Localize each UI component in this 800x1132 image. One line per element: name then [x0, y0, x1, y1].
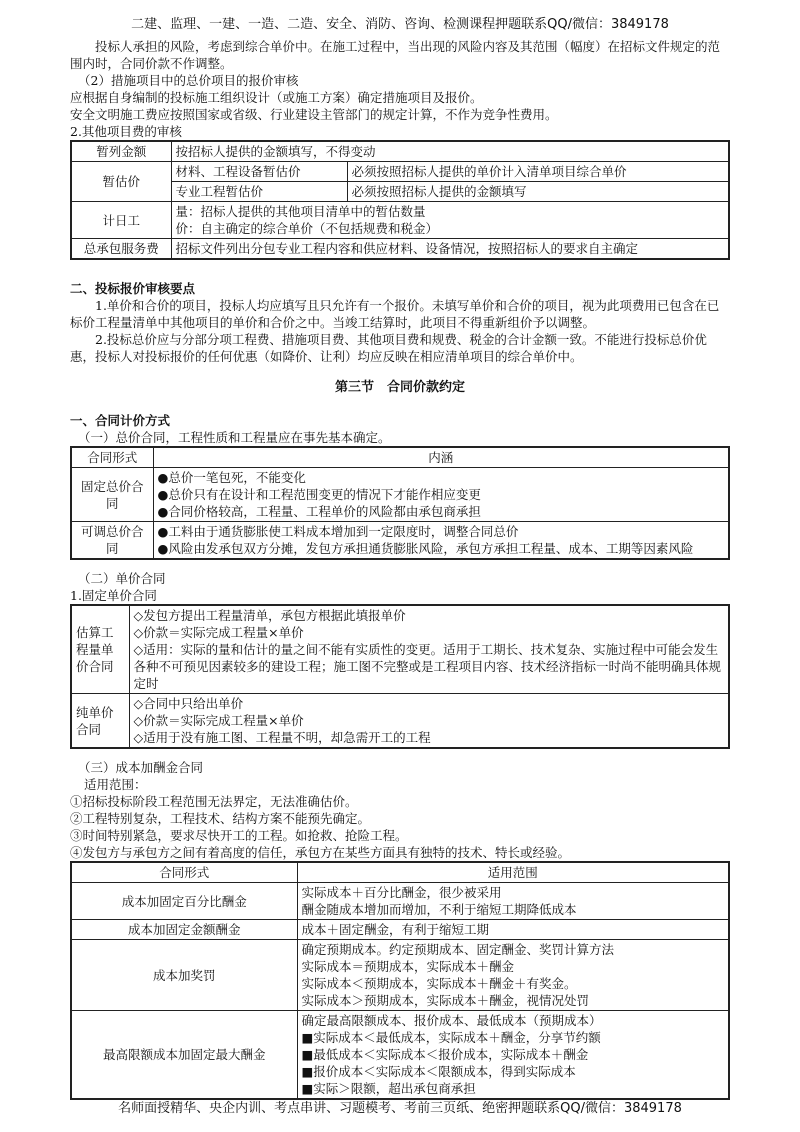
- table-cell: [297, 883, 729, 920]
- cell-line: ◇价款＝实际完成工程量×单价: [133, 625, 304, 640]
- document-body: [70, 38, 730, 1100]
- table-cell: 成本加固定金额酬金: [71, 920, 297, 940]
- scope-item-3: ③时间特别紧急，要求尽快开工的工程。如抢救、抢险工程。: [70, 828, 408, 843]
- table-header-row: [71, 447, 729, 468]
- table-cell: 必须按照招标人提供的单价计入清单项目综合单价: [347, 162, 729, 182]
- table-cell: 固定总价合同: [71, 468, 153, 522]
- cell-line: ◇合同中只给出单价: [133, 696, 244, 711]
- measures-heading: （2）措施项目中的总价项目的报价审核: [78, 73, 299, 88]
- unit-price-heading: （二）单价合同: [78, 571, 166, 586]
- cell-line: ◇适用：实际的量和估计的量之间不能有实质性的变更。适用于工期长、技术复杂、实施过程中可能会发生各种不可预见因素较多的建设工程；施工图不完整或是工程项目内容、技术经济指标一时尚不能明确具体规定时: [133, 642, 722, 691]
- safety-paragraph: 安全文明施工费应按照国家或省级、行业建设主管部门的规定计算，不作为竞争性费用。: [70, 107, 558, 122]
- cell-line: ◇价款＝实际完成工程量×单价: [133, 713, 304, 728]
- table-cell: [153, 522, 729, 560]
- table-cell: 成本＋固定酬金，有利于缩短工期: [297, 920, 729, 940]
- table-cell: 最高限额成本加固定最大酬金: [71, 1011, 297, 1100]
- table-cell: [129, 694, 729, 749]
- table-row: [71, 694, 729, 749]
- cell-line: 实际成本＋百分比酬金，很少被采用: [301, 885, 502, 900]
- cell-line: ●风险由发承包双方分摊，发包方承担通货膨胀风险，承包方承担工程量、成本、工期等因素风险: [157, 541, 694, 556]
- table-cell: 招标文件列出分包专业工程内容和供应材料、设备情况，按照招标人的要求自主确定: [171, 239, 729, 260]
- table-cell: 必须按照招标人提供的金额填写: [347, 182, 729, 202]
- section-title: 第三节 合同价款约定: [334, 380, 465, 395]
- cell-line: ●总价一笔包死，不能变化: [157, 470, 306, 485]
- cell-line: ■最低成本＜实际成本＜报价成本，实际成本＋酬金: [301, 1047, 589, 1062]
- table-cell: 专业工程暂估价: [171, 182, 347, 202]
- fixed-unit-heading: 1.固定单价合同: [70, 588, 157, 603]
- table-cell: [297, 1011, 729, 1100]
- table-cell: 总承包服务费: [71, 239, 171, 260]
- other-items-heading: 2.其他项目费的审核: [70, 124, 182, 139]
- table-row: [71, 605, 729, 694]
- cost-plus-heading: （三）成本加酬金合同: [78, 760, 204, 775]
- cell-line: ●总价只有在设计和工程范围变更的情况下才能作相应变更: [157, 487, 481, 502]
- cell-line: ■实际＞限额，超出承包商承担: [301, 1081, 476, 1096]
- review-paragraph-1: 1.单价和合价的项目，投标人均应填写且只允许有一个报价。未填写单价和合价的项目，视为此项费用已包含在已标价工程量清单中其他项目的单价和合价之中。当竣工结算时，此项目不得重新组价予以调整。: [70, 298, 720, 330]
- scope-item-4: ④发包方与承包方之间有着高度的信任，承包方在某些方面具有独特的技术、特长或经验。: [70, 845, 571, 860]
- table-header-row: [71, 862, 729, 883]
- total-price-table: [70, 446, 730, 560]
- pricing-method-heading: 一、合同计价方式: [70, 413, 171, 428]
- cell-line: 实际成本＜预期成本，实际成本＋酬金＋有奖金。: [301, 976, 577, 991]
- column-header: 合同形式: [71, 862, 297, 883]
- table-cell: 成本加奖罚: [71, 940, 297, 1011]
- table-cell: 计日工: [71, 202, 171, 239]
- cell-line: 实际成本＞预期成本，实际成本＋酬金，视情况处罚: [301, 993, 590, 1008]
- cell-line: ■报价成本＜实际成本＜限额成本，得到实际成本: [301, 1064, 576, 1079]
- page-footer: 名师面授精华、央企内训、考点串讲、习题模考、考前三页纸、绝密押题联系QQ/微信：3849178: [118, 1101, 682, 1116]
- table-cell: 成本加固定百分比酬金: [71, 883, 297, 920]
- cell-line: 量：招标人提供的其他项目清单中的暂估数量: [175, 204, 426, 219]
- intro-paragraph: 投标人承担的风险，考虑到综合单价中。在施工过程中，当出现的风险内容及其范围（幅度）在招标文件规定的范围内时，合同价款不作调整。: [70, 39, 721, 71]
- column-header: 合同形式: [71, 447, 153, 468]
- table-cell: 材料、工程设备暂估价: [171, 162, 347, 182]
- scope-item-2: ②工程特别复杂，工程技术、结构方案不能预先确定。: [70, 811, 371, 826]
- table-cell: [153, 468, 729, 522]
- table-row: [71, 162, 729, 182]
- table-row: [71, 239, 729, 260]
- measures-paragraph: 应根据自身编制的投标施工组织设计（或施工方案）确定措施项目及报价。: [70, 90, 483, 105]
- total-price-heading: （一）总价合同，工程性质和工程量应在事先基本确定。: [78, 430, 391, 445]
- table-row: [71, 883, 729, 920]
- other-items-table: [70, 140, 730, 260]
- table-cell: [129, 605, 729, 694]
- cell-line: 酬金随成本增加而增加，不利于缩短工期降低成本: [301, 902, 577, 917]
- cell-line: 确定预期成本。约定预期成本、固定酬金、奖罚计算方法: [301, 942, 615, 957]
- scope-label: 适用范围：: [84, 777, 147, 792]
- table-row: [71, 202, 729, 239]
- table-cell: 纯单价合同: [71, 694, 129, 749]
- cell-line: ●合同价格较高，工程量、工程单价的风险都由承包商承担: [157, 504, 481, 519]
- column-header: 适用范围: [297, 862, 729, 883]
- table-row: [71, 920, 729, 940]
- review-heading: 二、投标报价审核要点: [70, 281, 196, 296]
- column-header: 内涵: [153, 447, 729, 468]
- scope-item-1: ①招标投标阶段工程范围无法界定，无法准确估价。: [70, 794, 358, 809]
- cell-line: ■实际成本＜最低成本，实际成本＋酬金，分享节约额: [301, 1030, 601, 1045]
- table-cell: 按招标人提供的金额填写，不得变动: [171, 141, 729, 162]
- table-row: [71, 141, 729, 162]
- table-cell: [297, 940, 729, 1011]
- cost-plus-table: [70, 861, 730, 1100]
- cell-line: ◇发包方提出工程量清单，承包方根据此填报单价: [133, 608, 406, 623]
- table-cell: 可调总价合同: [71, 522, 153, 560]
- table-cell: 暂估价: [71, 162, 171, 202]
- cell-line: 价：自主确定的综合单价（不包括规费和税金）: [175, 221, 439, 236]
- page-header: 二建、监理、一建、一造、二造、安全、消防、咨询、检测课程押题联系QQ/微信：3849178: [131, 17, 669, 32]
- cell-line: 确定最高限额成本、报价成本、最低成本（预期成本）: [301, 1013, 602, 1028]
- cell-line: ◇适用于没有施工图、工程量不明，却急需开工的工程: [133, 730, 431, 745]
- table-row: [71, 940, 729, 1011]
- table-cell: 估算工程量单价合同: [71, 605, 129, 694]
- table-row: [71, 522, 729, 560]
- table-row: [71, 468, 729, 522]
- review-paragraph-2: 2.投标总价应与分部分项工程费、措施项目费、其他项目费和规费、税金的合计金额一致。不能进行投标总价优惠，投标人对投标报价的任何优惠（如降价、让利）均应反映在相应清单项目的综合单价中。: [70, 332, 707, 364]
- table-cell: [171, 202, 729, 239]
- cell-line: 实际成本＝预期成本，实际成本＋酬金: [301, 959, 515, 974]
- unit-price-table: [70, 604, 730, 749]
- table-cell: 暂列金额: [71, 141, 171, 162]
- table-row: [71, 1011, 729, 1100]
- cell-line: ●工料由于通货膨胀使工料成本增加到一定限度时，调整合同总价: [157, 524, 519, 539]
